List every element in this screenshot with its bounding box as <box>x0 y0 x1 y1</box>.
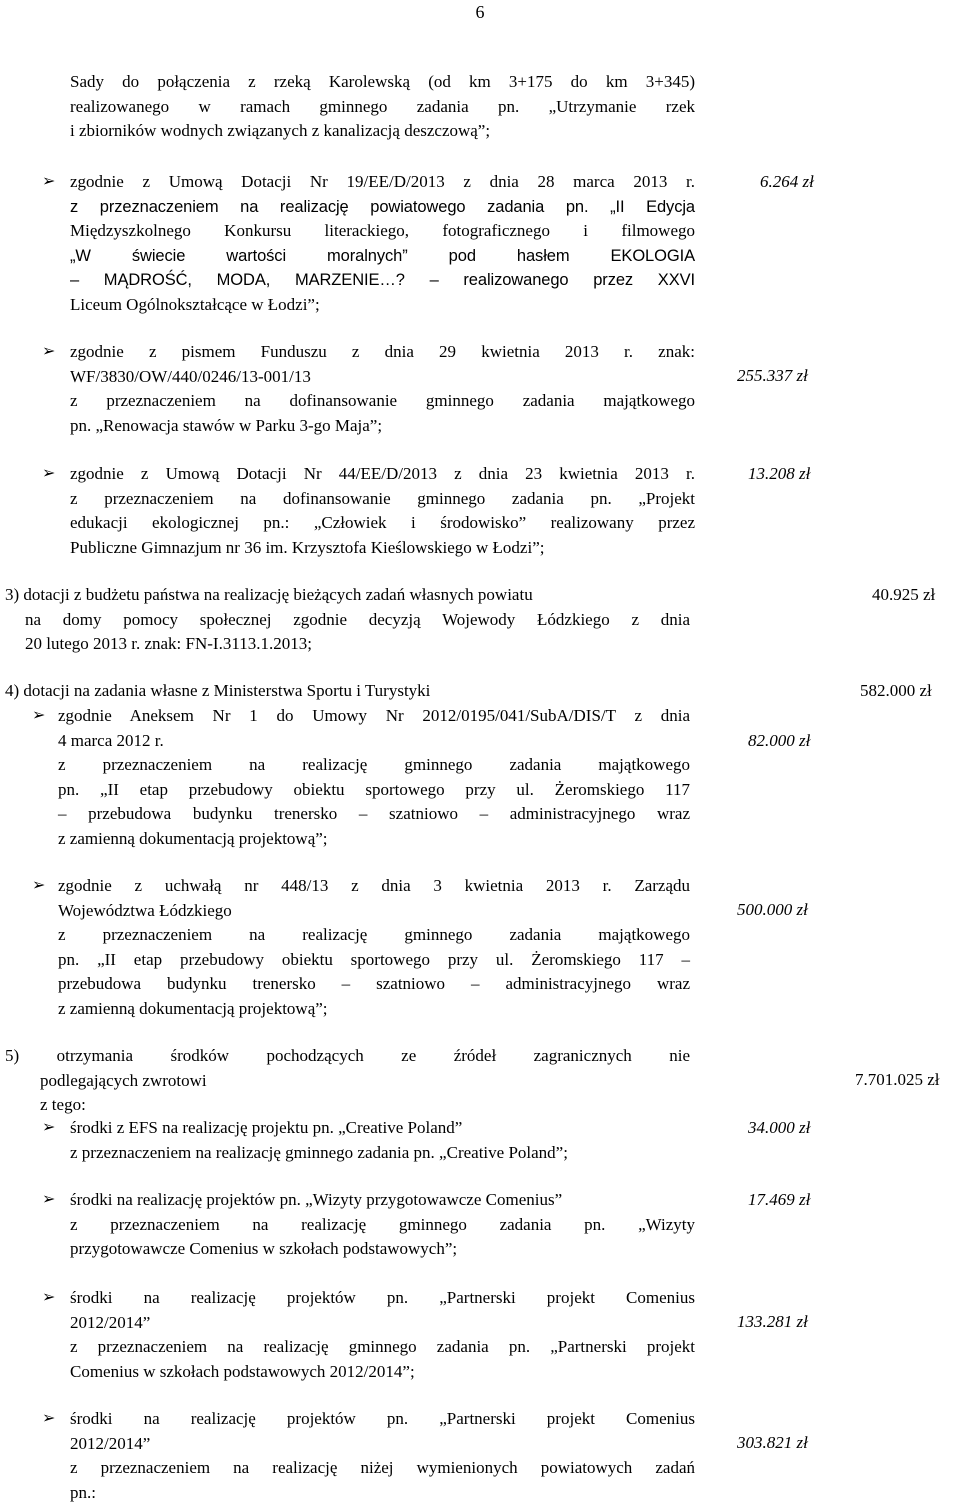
list-item-dotacja-19 <box>70 170 695 317</box>
text-line: 4 marca 2012 r. <box>58 730 164 750</box>
text-line: Comenius w szkołach podstawowych 2012/2014”; <box>70 1361 415 1381</box>
amount: 582.000 zł <box>860 681 932 700</box>
list-item-wizyty <box>70 1188 695 1262</box>
text-line: z przeznaczeniem na realizację gminnego zadania pn. „Partnerski projekt <box>70 1337 695 1356</box>
text-line: środki na realizację projektów pn. „Partnerski projekt Comenius <box>70 1288 695 1307</box>
text-line: środki z EFS na realizację projektu pn. „Creative Poland” <box>70 1118 463 1137</box>
text-line: WF/3830/OW/440/0246/13-001/13 <box>70 366 311 386</box>
amount: 17.469 zł <box>748 1190 811 1209</box>
text-line: z zamienną dokumentacją projektową”; <box>58 998 328 1018</box>
text-line: 20 lutego 2013 r. znak: FN-I.3113.1.2013; <box>25 634 312 653</box>
text-line: Międzyszkolnego Konkursu literackiego, fotograficznego i filmowego <box>70 221 695 240</box>
text-line: pn. „II etap przebudowy obiektu sportowego przy ul. Żeromskiego 117 <box>58 779 690 799</box>
amount: 255.337 zł <box>737 366 808 385</box>
text-line: zgodnie z Umową Dotacji Nr 44/EE/D/2013 z dnia 23 kwietnia 2013 r. <box>70 464 695 483</box>
text-line: Liceum Ogólnokształcące w Łodzi”; <box>70 294 320 314</box>
list-item-partnerski-1 <box>70 1286 695 1384</box>
text-line: Publiczne Gimnazjum nr 36 im. Krzysztofa Kieślowskiego w Łodzi”; <box>70 537 545 557</box>
text-line: z przeznaczeniem na dofinansowanie gminnego zadania pn. „Projekt <box>70 488 695 508</box>
text-line: z przeznaczeniem na realizację gminnego zadania pn. „Wizyty <box>70 1214 695 1234</box>
text-line: zgodnie z pismem Funduszu z dnia 29 kwietnia 2013 r. znak: <box>70 342 695 361</box>
text-line: z przeznaczeniem na realizację gminnego zadania pn. „Creative Poland”; <box>70 1142 568 1162</box>
amount: 133.281 zł <box>737 1312 808 1331</box>
text-line: podlegających zwrotowi <box>40 1070 207 1090</box>
arrow-bullet-icon: ➢ <box>42 343 56 360</box>
amount: 500.000 zł <box>737 900 808 919</box>
text-line: z przeznaczeniem na realizację powiatowego zadania pn. „II Edycja <box>70 197 695 216</box>
text-line: pn. „II etap przebudowy obiektu sportowego przy ul. Żeromskiego 117 – <box>58 949 690 969</box>
text-line: z przeznaczeniem na dofinansowanie gminnego zadania majątkowego <box>70 391 695 410</box>
text-line: przygotowawcze Comenius w szkołach podstawowych”; <box>70 1239 458 1258</box>
amount: 34.000 zł <box>748 1118 811 1137</box>
text-line: na domy pomocy społecznej zgodnie decyzją Wojewody Łódzkiego z dnia <box>25 609 690 629</box>
arrow-bullet-icon: ➢ <box>42 1289 56 1306</box>
list-item-efs <box>70 1116 695 1165</box>
text-line: Sady do połączenia z rzeką Karolewską (od km 3+175 do km 3+345) <box>70 72 695 91</box>
text-line: edukacji ekologicznej pn.: „Człowiek i środowisko” realizowany przez <box>70 513 695 532</box>
text-line: zgodnie z uchwałą nr 448/13 z dnia 3 kwietnia 2013 r. Zarządu <box>58 876 690 895</box>
text-line: pn. „Renowacja stawów w Parku 3-go Maja”; <box>70 415 383 435</box>
arrow-bullet-icon: ➢ <box>32 877 46 894</box>
text-line: środki na realizację projektów pn. „Partnerski projekt Comenius <box>70 1409 695 1428</box>
text-line: – przebudowa budynku trenersko – szatniowo – administracyjnego wraz <box>58 804 690 823</box>
amount: 82.000 zł <box>748 731 811 750</box>
amount: 7.701.025 zł <box>855 1070 940 1089</box>
arrow-bullet-icon: ➢ <box>32 707 46 724</box>
arrow-bullet-icon: ➢ <box>42 465 56 482</box>
text-line: 3) dotacji z budżetu państwa na realizację bieżących zadań własnych powiatu <box>5 585 533 604</box>
list-item-uchwala <box>58 874 690 1021</box>
amount: 303.821 zł <box>737 1433 808 1452</box>
text-line: środki na realizację projektów pn. „Wizyty przygotowawcze Comenius” <box>70 1190 563 1209</box>
text-line: 4) dotacji na zadania własne z Ministerstwa Sportu i Turystyki <box>5 681 431 700</box>
amount: 6.264 zł <box>760 172 814 191</box>
text-line: z przeznaczeniem na realizację gminnego zadania majątkowego <box>58 925 690 944</box>
text-line: pn.: <box>70 1482 96 1502</box>
section-3-dotacje-budzet <box>5 583 690 657</box>
text-line: z przeznaczeniem na realizację niżej wymienionych powiatowych zadań <box>70 1458 695 1477</box>
list-item-dotacja-44 <box>70 462 695 560</box>
text-line: i zbiorników wodnych związanych z kanalizacją deszczową”; <box>70 121 491 140</box>
text-line: zgodnie Aneksem Nr 1 do Umowy Nr 2012/0195/041/SubA/DIS/T z dnia <box>58 706 690 725</box>
arrow-bullet-icon: ➢ <box>42 173 56 190</box>
text-line: 2012/2014” <box>70 1312 151 1332</box>
arrow-bullet-icon: ➢ <box>42 1410 56 1427</box>
text-line: Województwa Łódzkiego <box>58 900 232 920</box>
arrow-bullet-icon: ➢ <box>42 1119 56 1136</box>
text-line: z zamienną dokumentacją projektową”; <box>58 828 328 848</box>
text-line: 5) otrzymania środków pochodzących ze źródeł zagranicznych nie <box>5 1046 690 1065</box>
amount: 13.208 zł <box>748 464 811 483</box>
text-line: z przeznaczeniem na realizację gminnego zadania majątkowego <box>58 755 690 774</box>
text-line: przebudowa budynku trenersko – szatniowo – administracyjnego wraz <box>58 974 690 993</box>
text-line: zgodnie z Umową Dotacji Nr 19/EE/D/2013 z dnia 28 marca 2013 r. <box>70 172 695 191</box>
text-line: z tego: <box>40 1095 86 1114</box>
amount: 40.925 zł <box>872 585 936 604</box>
text-line: realizowanego w ramach gminnego zadania pn. „Utrzymanie rzek <box>70 96 695 116</box>
paragraph-continuation <box>70 70 695 144</box>
arrow-bullet-icon: ➢ <box>42 1191 56 1208</box>
list-item-partnerski-2 <box>70 1407 695 1505</box>
text-line: „W świecie wartości moralnych” pod hasłem EKOLOGIA <box>70 246 695 265</box>
section-4-heading <box>5 679 695 704</box>
list-item-fundusz <box>70 340 695 438</box>
section-5-srodki-zagraniczne <box>5 1044 690 1118</box>
page-number: 6 <box>475 2 485 22</box>
text-line: 2012/2014” <box>70 1433 151 1453</box>
text-line: – MĄDROŚĆ, MODA, MARZENIE…? – realizowanego przez XXVI <box>70 271 695 289</box>
list-item-aneks <box>58 704 690 851</box>
